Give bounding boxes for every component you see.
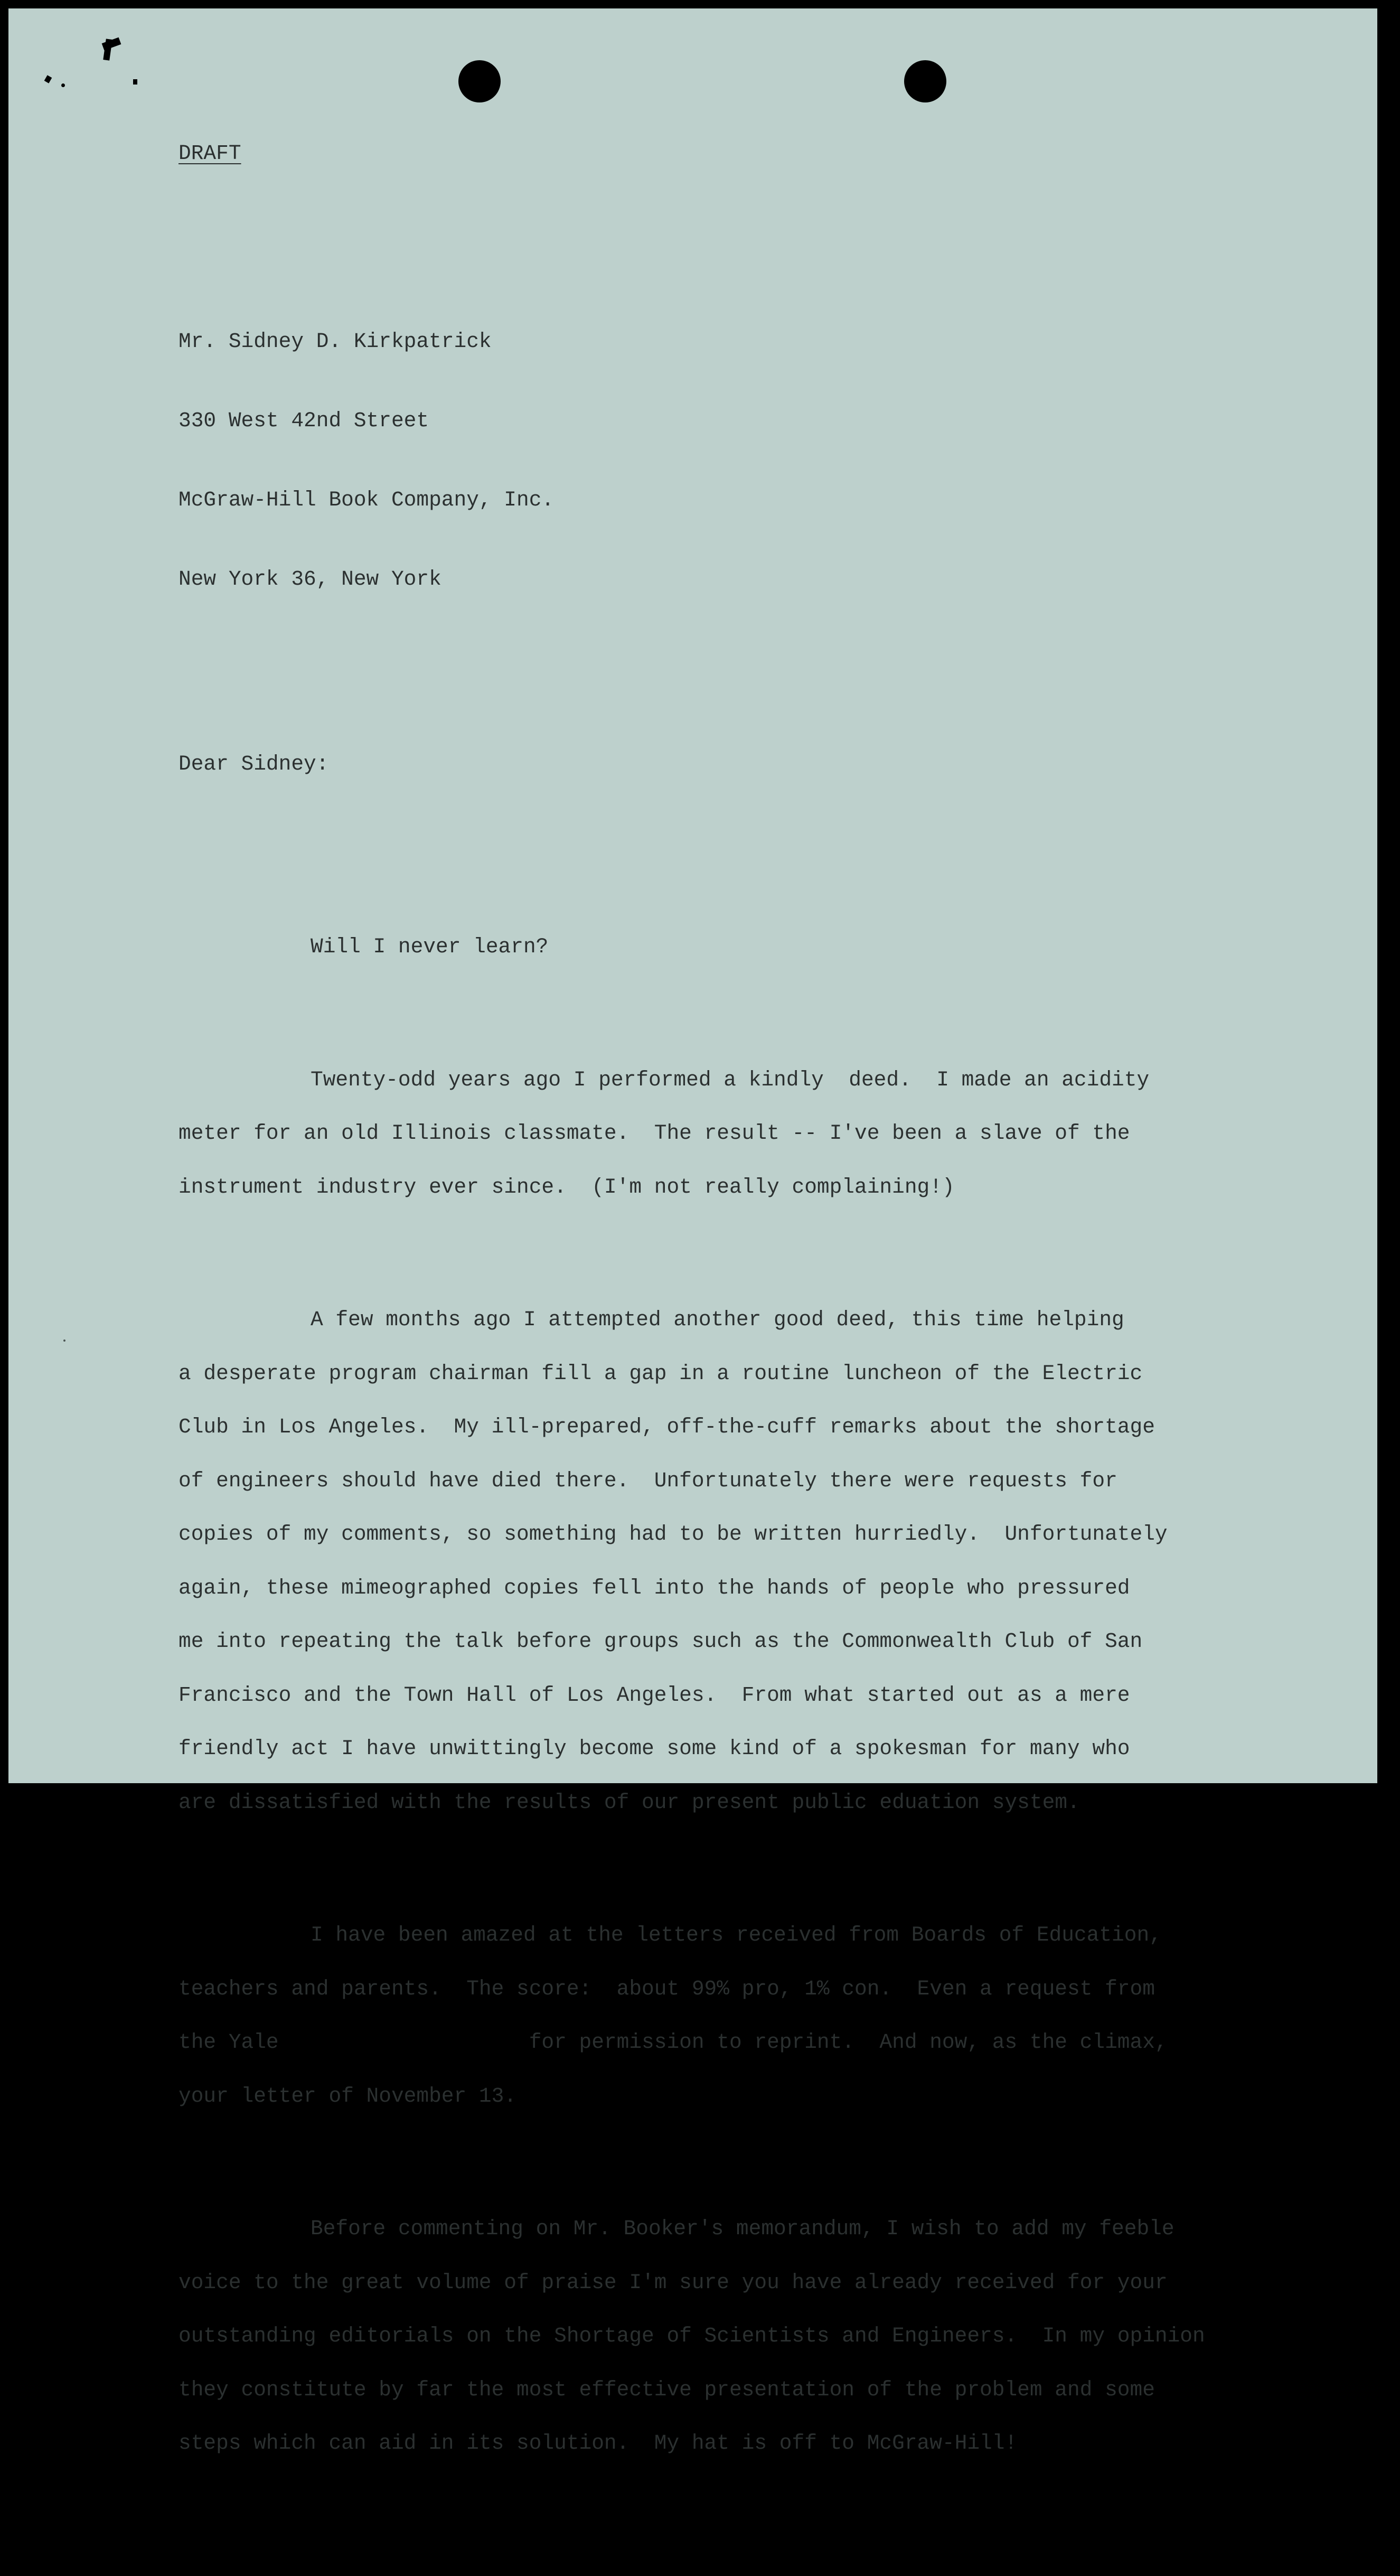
salutation: Dear Sidney: bbox=[178, 752, 329, 776]
text-line: Twenty-odd years ago I performed a kindly deed. I made an acidity bbox=[311, 1067, 1150, 1092]
text-line: again, these mimeographed copies fell into the hands of people who pressured bbox=[178, 1576, 1130, 1600]
text-line: are dissatisfied with the results of our present public eduation system. bbox=[178, 1790, 1080, 1814]
paragraph bbox=[178, 1053, 1330, 1214]
text-line: Club in Los Angeles. My ill-prepared, off-the-cuff remarks about the shortage bbox=[178, 1415, 1155, 1439]
text-line: copies of my comments, so something had to be written hurriedly. Unfortunately bbox=[178, 1522, 1168, 1546]
letter-text bbox=[178, 88, 1330, 2576]
text-line: of engineers should have died there. Unfortunately there were requests for bbox=[178, 1468, 1117, 1493]
address-line: 330 West 42nd Street bbox=[178, 409, 429, 433]
text-line: A few months ago I attempted another good deed, this time helping bbox=[311, 1308, 1124, 1332]
paragraph bbox=[178, 1908, 1330, 2123]
paragraph bbox=[178, 920, 1330, 974]
paper-damage-mark bbox=[44, 75, 52, 83]
text-line: Will I never learn? bbox=[311, 935, 549, 959]
text-line: a desperate program chairman fill a gap in a routine luncheon of the Electric bbox=[178, 1361, 1143, 1385]
text-line: they constitute by far the most effective presentation of the problem and some bbox=[178, 2377, 1155, 2402]
letter-body bbox=[178, 867, 1330, 2523]
address-line: McGraw-Hill Book Company, Inc. bbox=[178, 488, 555, 512]
paper-speck bbox=[63, 1339, 65, 1342]
text-line: Before commenting on Mr. Booker's memorandum, I wish to add my feeble bbox=[311, 2217, 1175, 2241]
paragraph bbox=[178, 2202, 1330, 2470]
text-line: outstanding editorials on the Shortage of Scientists and Engineers. In my opinion bbox=[178, 2324, 1205, 2348]
text-line: meter for an old Illinois classmate. The result -- I've been a slave of the bbox=[178, 1121, 1130, 1145]
letter-page bbox=[8, 8, 1377, 2455]
text-line: Francisco and the Town Hall of Los Angeles. From what started out as a mere bbox=[178, 1683, 1130, 1707]
text-line: instrument industry ever since. (I'm not really complaining!) bbox=[178, 1175, 955, 1199]
text-line: your letter of November 13. bbox=[178, 2084, 517, 2108]
text-line: me into repeating the talk before groups such as the Commonwealth Club of San bbox=[178, 1629, 1143, 1653]
text-line: steps which can aid in its solution. My hat is off to McGraw-Hill! bbox=[178, 2431, 1018, 2455]
address-line: New York 36, New York bbox=[178, 567, 441, 591]
recipient-address bbox=[178, 276, 1330, 645]
text-line: voice to the great volume of praise I'm sure you have already received for your bbox=[178, 2270, 1168, 2294]
text-line: I have been amazed at the letters received from Boards of Education, bbox=[311, 1923, 1162, 1947]
text-line: friendly act I have unwittingly become some kind of a spokesman for many who bbox=[178, 1737, 1130, 1760]
text-line: teachers and parents. The score: about 99% pro, 1% con. Even a request from bbox=[178, 1977, 1155, 2001]
paragraph bbox=[178, 1293, 1330, 1829]
paper-damage-mark bbox=[133, 79, 137, 85]
draft-heading: DRAFT bbox=[178, 142, 241, 165]
text-line: the Yale for permission to reprint. And now, as the climax, bbox=[178, 2030, 1168, 2054]
paper-damage-mark bbox=[61, 83, 65, 87]
address-line: Mr. Sidney D. Kirkpatrick bbox=[178, 330, 492, 353]
